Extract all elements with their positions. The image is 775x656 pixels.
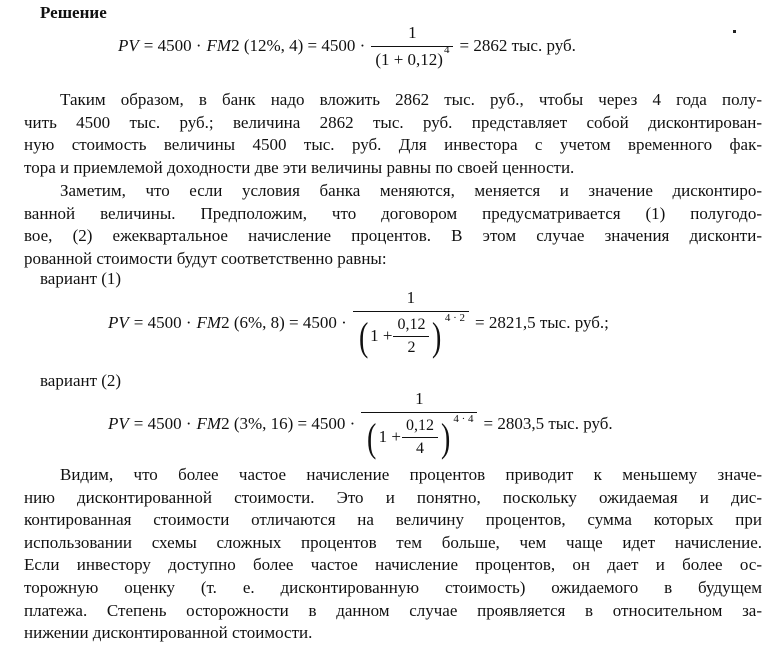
fraction-numerator: 1 [408,23,417,42]
paragraph-line: Если инвестору доступно более частое начисление процентов, он дает и более ос- [24,555,762,575]
paragraph-line: платежа. Степень осторожности в данном случае проявляется в относительном за- [24,600,762,620]
inner-denominator: 4 [402,437,438,461]
paragraph-2 [24,180,762,270]
formula-fraction [361,388,477,461]
formula-lhs: PV [118,36,139,56]
fraction-numerator: 1 [415,389,424,408]
paragraph-line: торожную оценку (т. е. дисконтированную стоимость) ожидаемого в будущем [24,577,762,597]
fraction-numerator: 1 [406,288,416,307]
one-plus: 1 + [370,326,393,346]
fraction-denominator [361,412,477,461]
paragraph-line: тора и приемлемой доходности две эти величины равны по своей ценности. [24,157,575,177]
paragraph-line: контированная стоимости отличаются на величину процентов, сумма которых при [24,510,762,530]
inner-denominator: 2 [393,336,429,360]
formula-eq: = 4500 · [133,414,192,434]
formula-fm: FM [206,36,232,56]
paragraph-line: ную стоимость величины 4500 тыс. руб. Для инвестора с учетом временного фак- [24,135,762,155]
formula-fm: FM [196,414,222,434]
stray-mark [733,30,736,33]
formula-fm: FM [196,313,222,333]
paragraph-line: нижении дисконтированной стоимости. [24,623,313,643]
formula-pv-semiannual [108,287,609,360]
formula-pv-annual [118,22,576,71]
denominator-exponent: 4 [443,43,450,56]
paragraph-1 [24,89,762,179]
right-paren: ) [432,313,442,359]
paragraph-line: Видим, что более частое начисление процентов приводит к меньшему значе- [60,465,762,484]
paragraph-line: чить 4500 тыс. руб.; величина 2862 тыс. руб. представляет собой дисконтирован- [24,112,762,132]
paragraph-line: нию дисконтированной стоимости. Это и понятно, поскольку ожидаемая и дис- [24,487,762,507]
paragraph-line: использовании схемы сложных процентов тем больше, чем чаще идет начисление. [24,532,762,552]
right-paren: ) [440,414,451,460]
formula-fraction [353,287,469,360]
paragraph-line: Таким образом, в банк надо вложить 2862 тыс. руб., чтобы через 4 года полу- [60,90,762,109]
left-paren: ( [358,313,369,359]
formula-fm-arg: 2 (3%, 16) = 4500 · [221,414,356,434]
variant-1-label: вариант (1) [40,269,122,288]
paragraph-line: вое, (2) ежеквартальное начисление процентов. В этом случае значения дисконти- [24,226,762,246]
formula-fraction [371,22,453,71]
paragraph-line: рованной стоимости будут соответственно равны: [24,248,387,268]
formula-eq: = 4500 · [133,313,192,333]
fraction-denominator [371,43,453,72]
formula-pv-quarterly [108,388,613,461]
formula-fm-arg: 2 (12%, 4) = 4500 · [231,36,366,56]
denominator-base: (1 + 0,12) [375,49,443,69]
denominator-exponent: 4 · 4 [453,413,474,426]
section-heading: Решение [40,3,107,22]
denominator-exponent: 4 · 2 [444,312,465,325]
left-paren: ( [367,414,377,460]
paragraph-3 [24,464,762,645]
one-plus: 1 + [378,427,401,447]
formula-eq: = 4500 · [143,36,202,56]
formula-result: = 2862 тыс. руб. [459,36,576,56]
formula-lhs: PV [108,414,129,434]
paragraph-line: Заметим, что если условия банка меняются, меняется и значение дисконтиро- [60,181,762,200]
formula-lhs: PV [108,313,129,333]
inner-fraction [404,415,436,461]
formula-result: = 2821,5 тыс. руб.; [474,313,609,333]
fraction-denominator [353,311,469,360]
inner-numerator: 0,12 [397,315,426,333]
formula-result: = 2803,5 тыс. руб. [483,414,613,434]
formula-fm-arg: 2 (6%, 8) = 4500 · [221,313,347,333]
paragraph-line: ванной величины. Предположим, что договором предусматривается (1) полугодо- [24,203,762,223]
inner-numerator: 0,12 [405,416,434,434]
inner-fraction [395,314,427,360]
variant-2-label: вариант (2) [40,371,122,390]
